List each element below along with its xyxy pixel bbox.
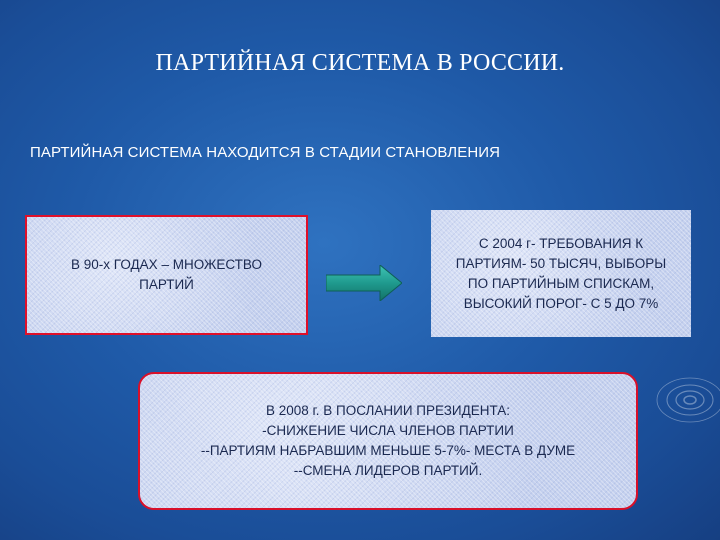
box-2004-line: ВЫСОКИЙ ПОРОГ- С 5 ДО 7% (463, 295, 659, 311)
slide-subtitle: ПАРТИЙНАЯ СИСТЕМА НАХОДИТСЯ В СТАДИИ СТАНОВЛЕНИЯ (30, 144, 501, 161)
box-2008-line: -СНИЖЕНИЕ ЧИСЛА ЧЛЕНОВ ПАРТИИ (262, 423, 514, 438)
box-2008-line: В 2008 г. В ПОСЛАНИИ ПРЕЗИДЕНТА: (265, 403, 511, 418)
box-2004 (431, 210, 691, 337)
right-arrow-icon (326, 265, 402, 301)
slide-title: ПАРТИЙНАЯ СИСТЕМА В РОССИИ. (155, 50, 565, 76)
box-2004-line: ПАРТИЯМ- 50 ТЫСЯЧ, ВЫБОРЫ (455, 255, 667, 271)
box-2008-text (201, 401, 575, 481)
box-2004-line: ПО ПАРТИЙНЫМ СПИСКАМ, (467, 275, 655, 291)
box-2004-line: С 2004 г- ТРЕБОВАНИЯ К (478, 235, 644, 251)
box-1990s-text (71, 255, 262, 295)
box-2004-text (456, 234, 666, 314)
water-ripple-decoration (640, 360, 720, 440)
box-1990s-line: ПАРТИЙ (139, 277, 194, 292)
box-2008-line: --СМЕНА ЛИДЕРОВ ПАРТИЙ. (293, 463, 483, 478)
box-1990s (25, 215, 308, 335)
box-1990s-line: В 90-х ГОДАХ – МНОЖЕСТВО (71, 257, 262, 272)
box-2008-line: --ПАРТИЯМ НАБРАВШИМ МЕНЬШЕ 5-7%- МЕСТА В ДУМЕ (200, 443, 576, 458)
box-2008 (138, 372, 638, 510)
